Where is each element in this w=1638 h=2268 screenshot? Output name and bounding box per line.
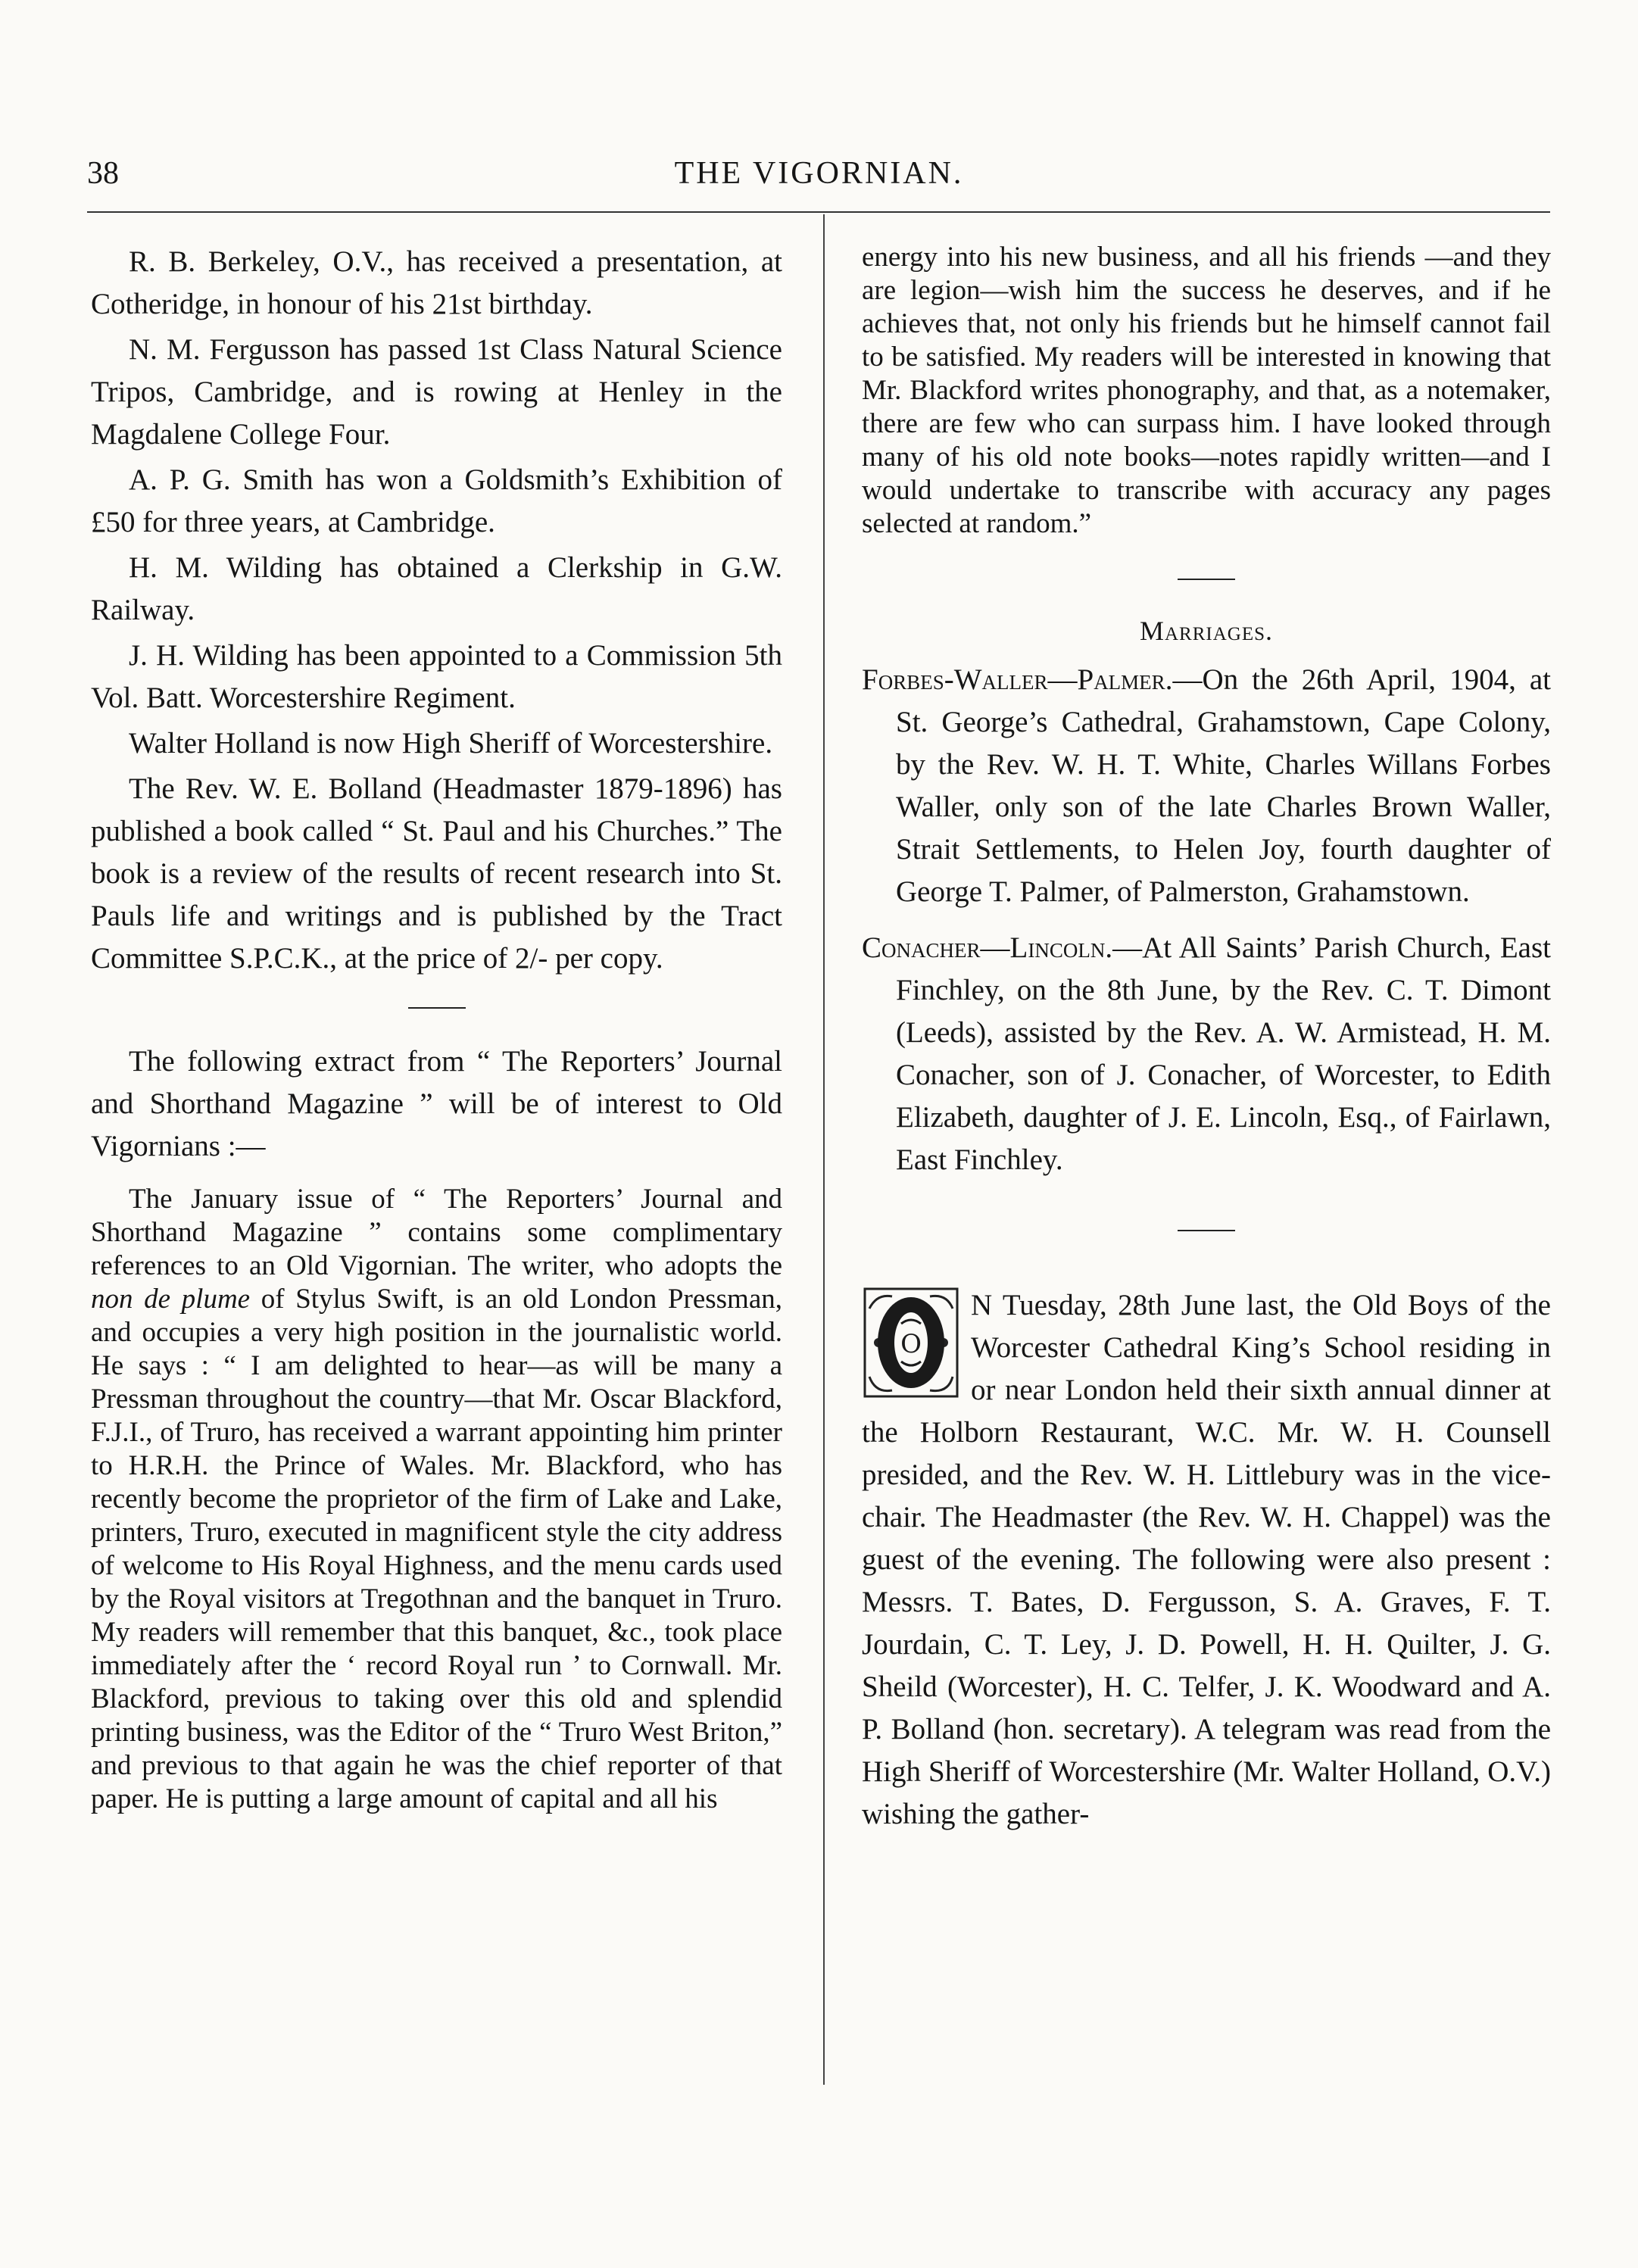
news-item: A. P. G. Smith has won a Goldsmith’s Exhibition of £50 for three years, at Cambridge. <box>91 463 782 538</box>
extract-text: The January issue of “ The Reporters’ Journal and Shorthand Magazine ” contains some complimentary references to an Old Vigornian. The writer, who adopts the non de plume of Stylus Swift, is an old London Pressman, and occupies a very high position in the journalistic world. He says : “ I am delighted to hear—as will be many a Pressman throughout the country—that Mr. Oscar Blackford, F.J.I., of Truro, has received a warrant appointing him printer to H.R.H. the Prince of Wales. Mr. Blackford, who has recently become the proprietor of the firm of Lake and Lake, printers, Truro, executed in magnificent style the city address of welcome to His Royal Highness, and the menu cards used by the Royal visitors at Tregothnan and the banquet in Truro. My readers will remember that this banquet, &c., took place immediately after the ‘ record Royal run ’ to Cornwall. Mr. Blackford, previous to taking over this old and splendid printing business, was the Editor of the “ Truro West Briton,” and previous to that again he was the chief reporter of that paper. He is putting a large amount of capital and all his <box>91 1184 782 1814</box>
header-rule <box>87 211 1550 213</box>
extract-intro: The following extract from “ The Reporters’ Journal and Shorthand Magazine ” will be of interest to Old Vigornians :— <box>91 1045 782 1162</box>
news-item: H. M. Wilding has obtained a Clerkship in G.W. Railway. <box>91 551 782 626</box>
news-item: The Rev. W. E. Bolland (Headmaster 1879-1896) has published a book called “ St. Paul and his Churches.” The book is a review of the results of recent research into St. Pauls life and writings and is published by the Tract Committee S.P.C.K., at the price of 2/- per copy. <box>91 772 782 975</box>
extract-italic: non de plume <box>91 1284 251 1315</box>
right-column <box>862 241 1551 1836</box>
news-item: Walter Holland is now High Sheriff of Worcestershire. <box>129 727 773 760</box>
section-separator <box>408 1007 466 1009</box>
section-separator <box>1178 1230 1235 1231</box>
marriage-entry: Forbes-Waller—Palmer.—On the 26th April, 1904, at St. George’s Cathedral, Grahamstown, Cape Colony, by the Rev. W. H. T. White, Charles Willans Forbes Waller, only son of the late Charles Brown Waller, Strait Settlements, to Helen Joy, fourth daughter of George T. Palmer, of Palmerston, Grahamstown. <box>862 663 1551 908</box>
news-item: R. B. Berkeley, O.V., has received a presentation, at Cotheridge, in honour of his 21st birthday. <box>91 245 782 320</box>
news-item: N. M. Fergusson has passed 1st Class Natural Science Tripos, Cambridge, and is rowing at Henley in the Magdalene College Four. <box>91 333 782 451</box>
left-column <box>91 241 782 1816</box>
page-number: 38 <box>87 156 119 191</box>
extract-continued: energy into his new business, and all his friends —and they are legion—wish him the success he deserves, and if he achieves that, not only his friends but he himself cannot fail to be satisfied. My readers will be interested in knowing that Mr. Blackford writes phonography, and that, as a notemaker, there are few who can surpass him. I have looked through many of his old note books—notes rapidly written—and I would undertake to transcribe with accuracy any pages selected at random.” <box>862 242 1551 539</box>
dinner-report: O N Tuesday, 28th June last, the Old Boys of the Worcester Cathedral King’s School residing in or near London held their sixth annual dinner at the Holborn Restaurant, W.C. Mr. W. H. Counsell presided, and the Rev. W. H. Littlebury was in the vice-chair. The Headmaster (the Rev. W. H. Chappel) was the guest of the evening. The following were also present : Messrs. T. Bates, D. Fergusson, S. A. Graves, F. T. Jourdain, C. T. Ley, J. D. Powell, H. H. Quilter, J. G. Sheild (Worcester), H. C. Telfer, J. K. Woodward and A. P. Bolland (hon. secretary). A telegram was read from the High Sheriff of Worcestershire (Mr. Walter Holland, O.V.) wishing the gather- <box>862 1284 1551 1836</box>
column-rule <box>823 214 825 2085</box>
svg-text:O: O <box>900 1329 922 1359</box>
section-separator <box>1178 579 1235 580</box>
dropcap-initial-icon <box>862 1286 960 1399</box>
running-title: THE VIGORNIAN. <box>674 156 964 191</box>
marriage-entry: Conacher—Lincoln.—At All Saints’ Parish Church, East Finchley, on the 8th June, by the Rev. C. T. Dimont (Leeds), assisted by the Rev. A. W. Armistead, H. M. Conacher, son of J. Conacher, of Worcester, to Edith Elizabeth, daughter of J. E. Lincoln, Esq., of Fairlawn, East Finchley. <box>862 931 1551 1176</box>
marriages-heading: Marriages. <box>1139 616 1274 646</box>
news-item: J. H. Wilding has been appointed to a Commission 5th Vol. Batt. Worcestershire Regiment. <box>91 639 782 714</box>
